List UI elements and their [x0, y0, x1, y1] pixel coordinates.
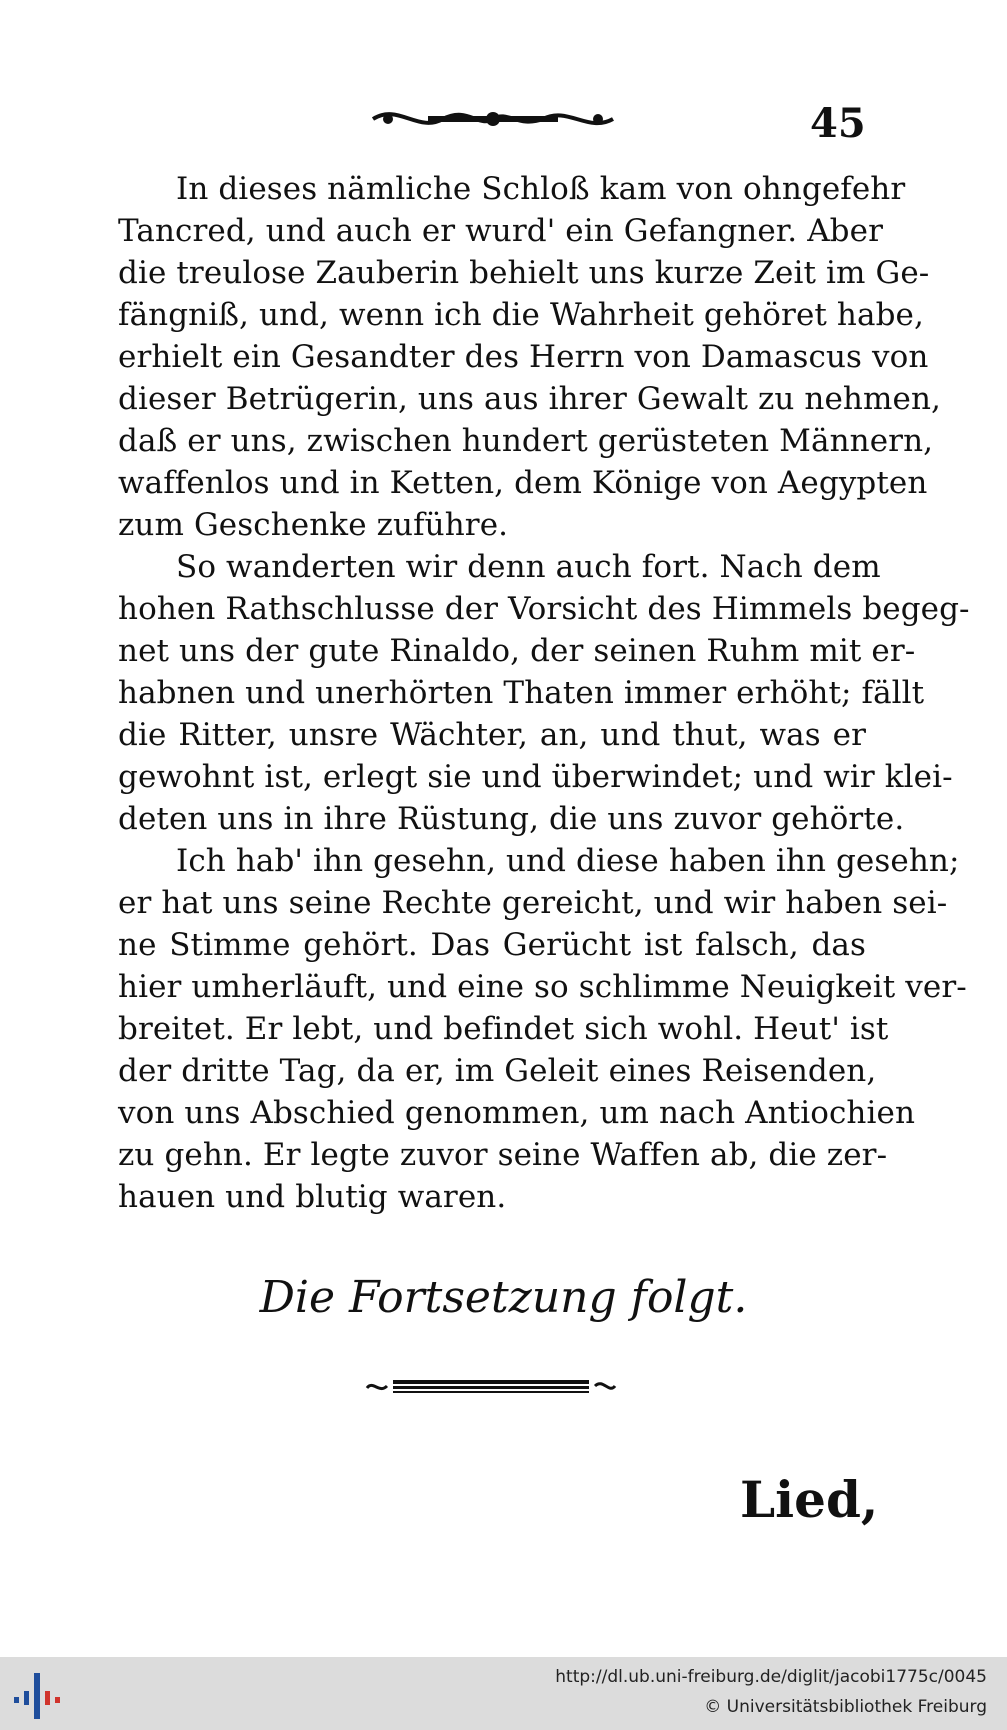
- text-line: hohen Rathschlusse der Vorsicht des Himmels begeg-: [118, 591, 970, 627]
- library-logo-icon: [10, 1667, 66, 1723]
- text-line: habnen und unerhörten Thaten immer erhöht; fällt: [118, 675, 925, 711]
- text-line: fängniß, und, wenn ich die Wahrheit gehöret habe,: [118, 297, 924, 333]
- text-line: daß er uns, zwischen hundert gerüsteten Männern,: [118, 423, 934, 459]
- continued-note: Die Fortsetzung folgt.: [259, 1272, 748, 1323]
- text-line: von uns Abschied genommen, um nach Antiochien: [118, 1095, 916, 1131]
- page-number: 45: [810, 100, 866, 147]
- text-line: zum Geschenke zuführe.: [118, 507, 509, 543]
- text-line: deten uns in ihre Rüstung, die uns zuvor gehörte.: [118, 801, 905, 837]
- catchword: Lied,: [740, 1470, 879, 1529]
- text-line: erhielt ein Gesandter des Herrn von Damascus von: [118, 339, 929, 375]
- text-line: So wanderten wir denn auch fort. Nach dem: [176, 549, 881, 585]
- paragraph: [118, 168, 941, 546]
- ornament-icon: [368, 98, 618, 140]
- text-line: gewohnt ist, erlegt sie und überwindet; und wir klei-: [118, 759, 953, 795]
- text-line: Tancred, und auch er wurd' ein Gefangner. Aber: [118, 213, 883, 249]
- text-line: zu gehn. Er legte zuvor seine Waffen ab, die zer-: [118, 1137, 888, 1173]
- text-line: die treulose Zauberin behielt uns kurze Zeit im Ge-: [118, 255, 930, 291]
- paragraph: [118, 840, 967, 1218]
- divider-ornament-icon: [365, 1374, 617, 1400]
- copyright-text: © Universitätsbibliothek Freiburg: [704, 1697, 987, 1717]
- source-url-link[interactable]: http://dl.ub.uni-freiburg.de/diglit/jacobi1775c/0045: [555, 1667, 987, 1687]
- text-line: waffenlos und in Ketten, dem Könige von Aegypten: [118, 465, 928, 501]
- text-line: ne Stimme gehört. Das Gerücht ist falsch, das: [118, 927, 866, 963]
- text-line: net uns der gute Rinaldo, der seinen Ruhm mit er-: [118, 633, 916, 669]
- body-text: [118, 168, 970, 1218]
- text-line: In dieses nämliche Schloß kam von ohngefehr: [176, 171, 906, 207]
- text-line: breitet. Er lebt, und befindet sich wohl. Heut' ist: [118, 1011, 889, 1047]
- paragraph: [118, 546, 970, 840]
- text-line: hier umherläuft, und eine so schlimme Neuigkeit ver-: [118, 969, 967, 1005]
- text-line: dieser Betrügerin, uns aus ihrer Gewalt zu nehmen,: [118, 381, 941, 417]
- text-line: hauen und blutig waren.: [118, 1179, 507, 1215]
- text-line: der dritte Tag, da er, im Geleit eines Reisenden,: [118, 1053, 877, 1089]
- text-line: Ich hab' ihn gesehn, und diese haben ihn gesehn;: [176, 843, 960, 879]
- text-line: die Ritter, unsre Wächter, an, und thut, was er: [118, 717, 866, 753]
- text-line: er hat uns seine Rechte gereicht, und wir haben sei-: [118, 885, 948, 921]
- viewer-footer: [0, 1657, 1007, 1730]
